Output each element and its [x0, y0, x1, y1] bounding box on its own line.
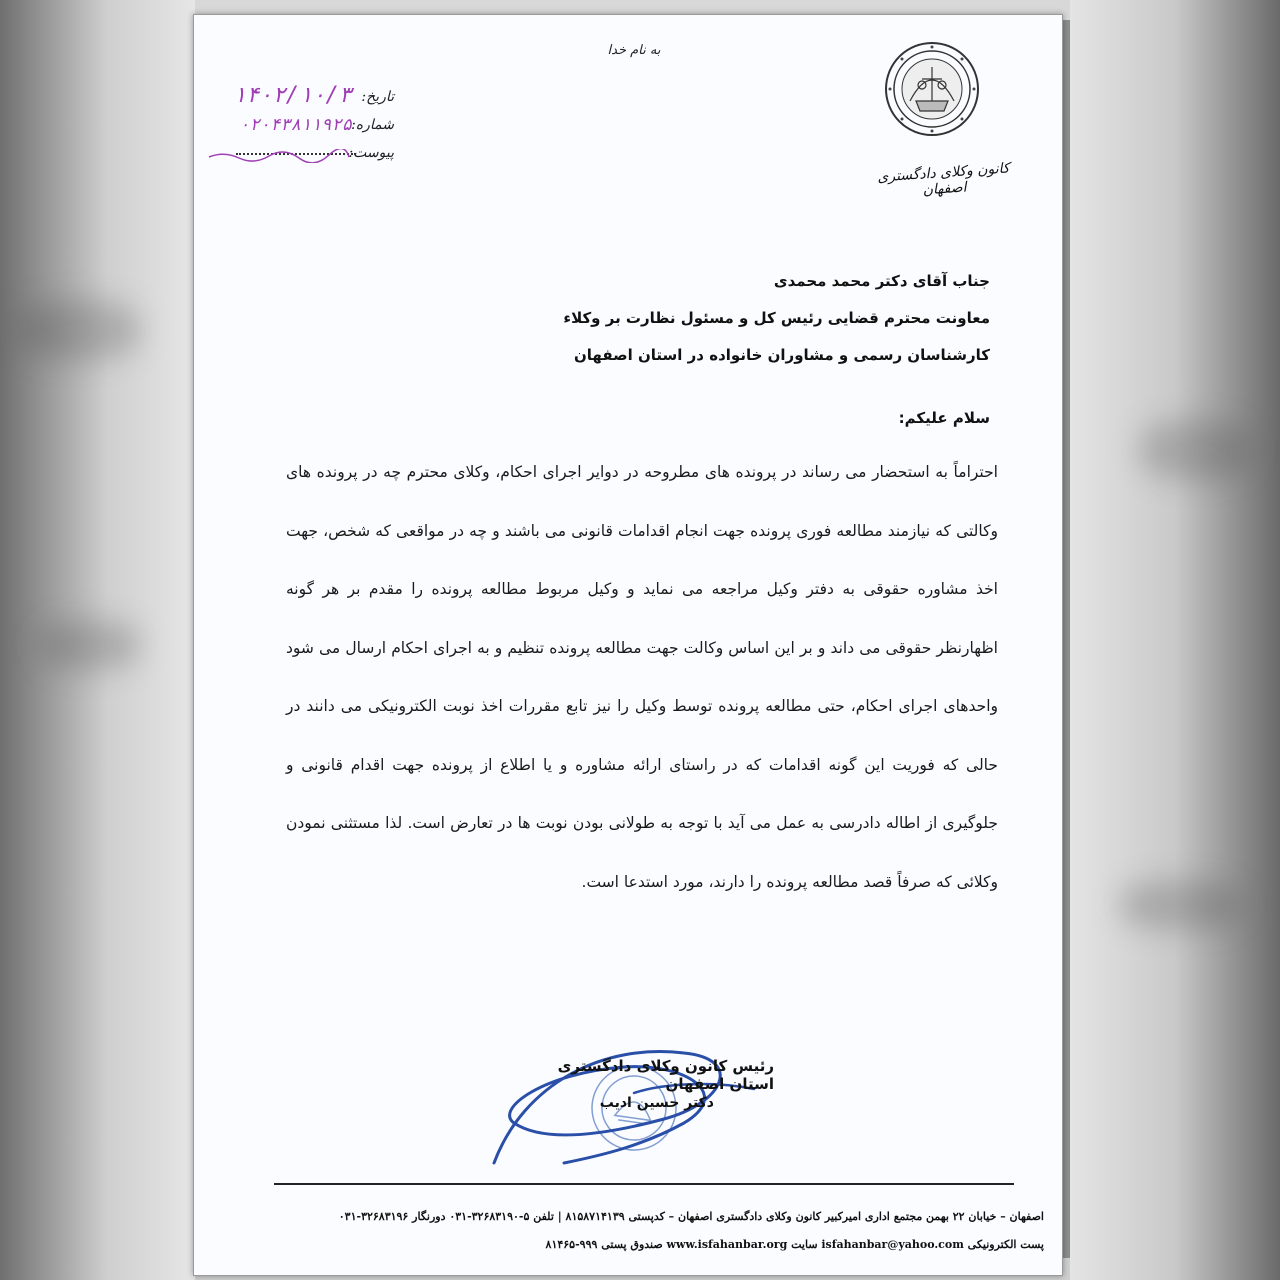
attachment-label: پیوست:: [348, 145, 394, 161]
signer-title: رئیس کانون وکلای دادگستری استان اصفهان: [557, 1057, 774, 1093]
recipient-block: [563, 263, 990, 374]
footer-address-line: اصفهان – خیابان ۲۲ بهمن مجتمع اداری امیرکبیر کانون وکلای دادگستری اصفهان – کدپستی ۸۱۵۸۷۱۴۱۳۹ | تلفن ۵-۳۲۶۸۳۱۹۰-۰۳۱ دورنگار ۳۲۶۸۳۱۹۶-۰۳۱: [338, 1210, 1044, 1223]
number-label: شماره:: [351, 117, 394, 133]
background-smudge: [1120, 880, 1240, 930]
bar-association-emblem: [882, 39, 982, 139]
recipient-line-2: معاونت محترم قضایی رئیس کل و مسئول نظارت بر وکلاء: [563, 309, 990, 327]
number-value: ۰۲۰۴۳۸۱۱۹۲۵: [239, 115, 352, 135]
basmala: به نام خدا: [607, 43, 661, 58]
date-value: ۱۴۰۲/۱۰/۳: [232, 83, 352, 108]
letter-body: احتراماً به استحضار می رساند در پرونده های مطروحه در دوایر اجرای احکام، وکلای محترم چه در پرونده های وکالتی که نیازمند مطالعه فوری پرونده جهت انجام اقدامات قانونی می باشند و چه در مواقعی که شخص، جهت اخذ مشاوره حقوقی به دفتر وکیل مراجعه می نماید و وکیل مربوط مطالعه پرونده را مقدم بر هر گونه اظهارنظر حقوقی می داند و بر این اساس وکالت جهت مطالعه پرونده تنظیم و به اجرای احکام ارسال می شود واحدهای اجرای احکام، حتی مطالعه پرونده توسط وکیل را نیز تابع مقررات اخذ نوبت الکترونیکی می دانند در حالی که فوریت این گونه اقدامات که در راستای ارائه مشاوره و یا اطلاع از پرونده جهت اقدام قانونی و جلوگیری از اطاله دادرسی به عمل می آید با توجه به طولانی بودن نوبت ها در تعارض است. لذا مستثنی نمودن وکلائی که صرفاً قصد مطالعه پرونده را دارند، مورد استدعا است.: [286, 463, 998, 891]
footer-contact: [246, 1203, 1044, 1259]
organization-name: کانون وکلای دادگستری اصفهان: [876, 160, 1011, 199]
background-smudge: [40, 620, 140, 670]
background-smudge: [20, 300, 140, 360]
number-row: [214, 117, 394, 145]
footer-email-line: پست الکترونیکی isfahanbar@yahoo.com سایت www.isfahanbar.org صندوق پستی ۹۹۹-۸۱۴۶۵: [545, 1238, 1044, 1251]
letter-metadata: [214, 83, 394, 173]
salutation: سلام علیکم:: [898, 409, 990, 427]
date-row: [214, 83, 394, 117]
date-label: تاریخ:: [361, 89, 394, 105]
letter-page: [193, 14, 1063, 1276]
background-smudge: [1140, 420, 1250, 480]
attachment-scribble: [204, 149, 354, 163]
recipient-line-1: جناب آقای دکتر محمد محمدی: [773, 272, 990, 290]
attachment-row: [214, 145, 394, 173]
signer-name: دکتر حسین ادیب: [599, 1095, 714, 1111]
footer-divider: [274, 1183, 1014, 1185]
recipient-line-3: کارشناسان رسمی و مشاوران خانواده در استان اصفهان: [574, 346, 990, 364]
background-right-blur: [1070, 0, 1280, 1280]
